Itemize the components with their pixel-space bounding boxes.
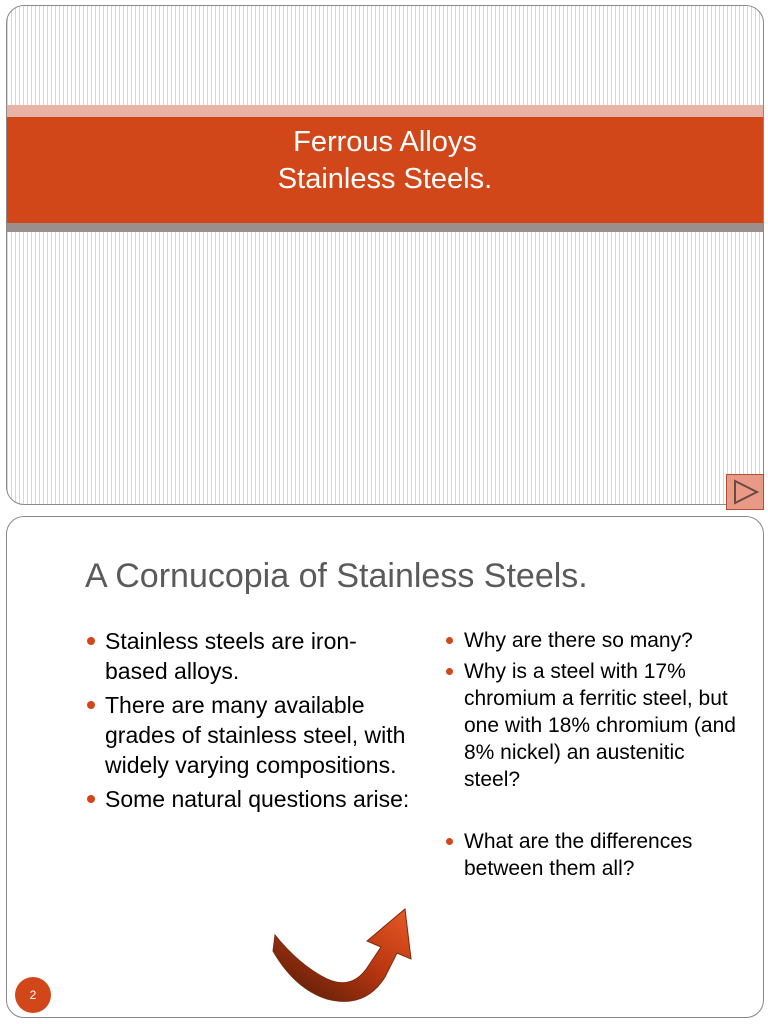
bullet-icon xyxy=(446,838,453,845)
list-item xyxy=(85,690,415,780)
content-slide xyxy=(6,516,764,1018)
slide-title: A Cornucopia of Stainless Steels. xyxy=(85,557,588,595)
list-item xyxy=(444,658,744,793)
curved-arrow-icon xyxy=(269,895,419,1005)
bullet-icon xyxy=(446,668,453,675)
bullet-icon xyxy=(87,637,95,645)
right-bullet-list xyxy=(444,627,744,886)
title-band-highlight xyxy=(7,105,763,117)
bullet-text: Stainless steels are iron-based alloys. xyxy=(105,628,357,684)
bullet-text: There are many available grades of stainless steel, with widely varying compositions. xyxy=(105,692,406,778)
bullet-text: Why are there so many? xyxy=(464,629,693,652)
slide-number-badge: 2 xyxy=(15,977,51,1013)
bullet-text: Some natural questions arise: xyxy=(105,786,410,812)
bullet-icon xyxy=(87,795,95,803)
title-band-shadow xyxy=(7,223,763,232)
bullet-icon xyxy=(446,637,453,644)
bullet-icon xyxy=(87,701,95,709)
play-triangle-icon xyxy=(730,478,760,506)
list-item xyxy=(444,828,744,882)
list-item xyxy=(444,627,744,654)
slide-title-line-2: Stainless Steels. xyxy=(277,163,493,195)
title-slide xyxy=(6,5,764,505)
list-item xyxy=(85,784,415,814)
title-band xyxy=(7,117,763,223)
list-item xyxy=(85,626,415,686)
bullet-text: Why is a steel with 17% chromium a ferritic steel, but one with 18% chromium (and 8% nickel) an austenitic steel? xyxy=(464,660,736,791)
slide-title-line-1: Ferrous Alloys xyxy=(293,126,477,158)
next-slide-button[interactable] xyxy=(726,474,764,510)
left-bullet-list xyxy=(85,626,415,818)
bullet-text: What are the differences between them all? xyxy=(464,830,693,880)
